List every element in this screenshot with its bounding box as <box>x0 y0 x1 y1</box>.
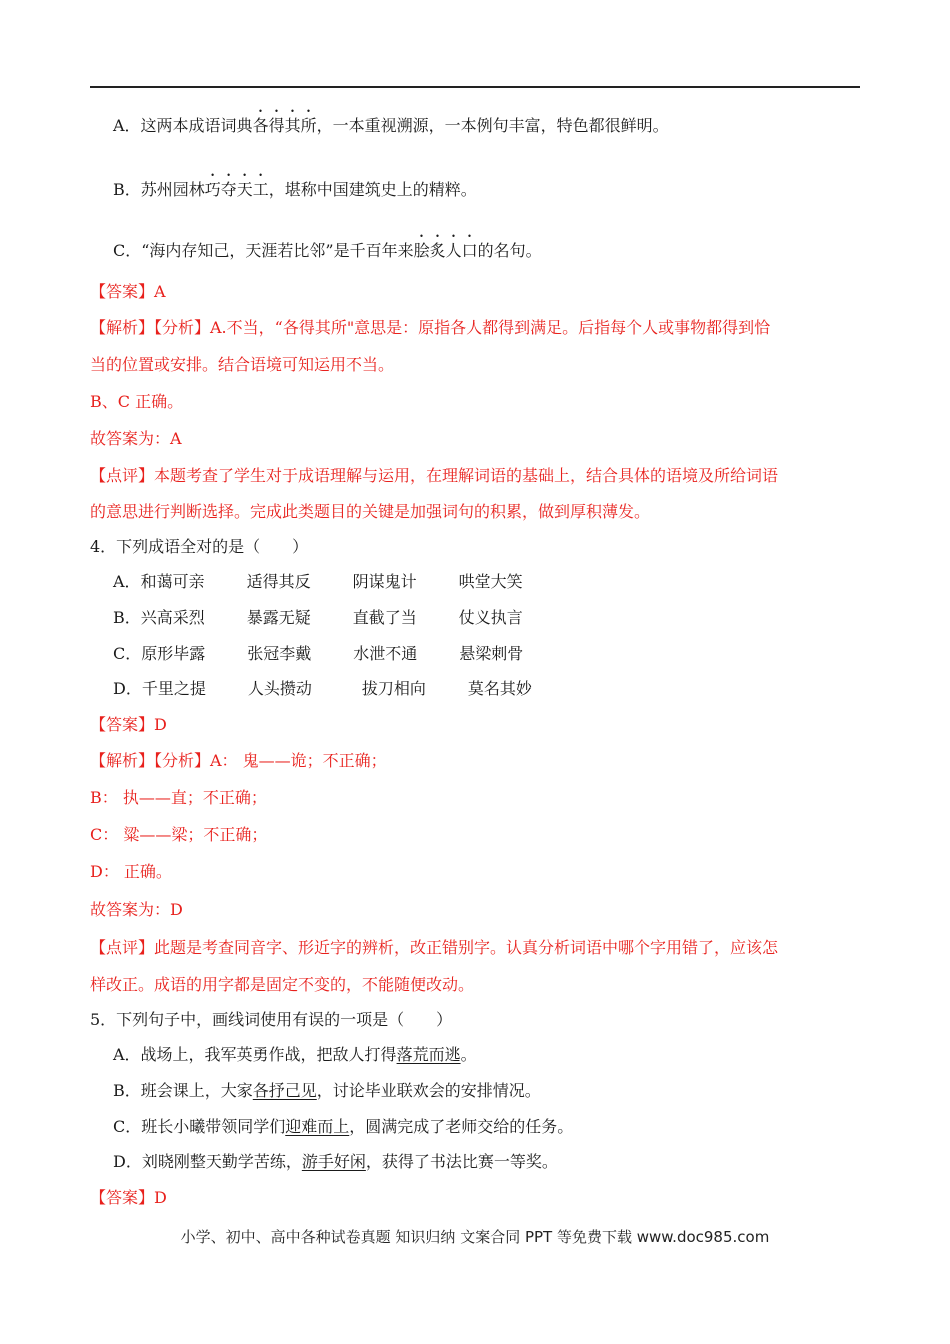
q3-option-b-rest: ，堪称中国建筑史上的精粹。 <box>268 180 477 199</box>
q4-option-b-label: B． <box>113 608 141 627</box>
q3-option-b-text: B．苏州园林 <box>113 180 205 199</box>
q5-option-b-underlined: 各抒己见 <box>252 1081 317 1100</box>
q3-conclusion: 故答案为：A <box>90 429 182 448</box>
q3-option-a-rest: ，一本重视溯源，一本例句丰富，特色都很鲜明。 <box>316 116 669 135</box>
page-footer: 小学、初中、高中各种试卷真题 知识归纳 文案合同 PPT 等免费下载 www.doc985.com <box>180 1228 770 1246</box>
q5-option-a-rest: 。 <box>460 1045 477 1064</box>
q4-option-a-word-4: 哄堂大笑 <box>458 572 523 591</box>
q3-comment-line-1: 【点评】本题考查了学生对于成语理解与运用，在理解词语的基础上，结合具体的语境及所给词语 <box>90 466 779 485</box>
q3-option-b-emphasis: 巧夺天工 <box>204 180 269 199</box>
q4-stem: 4．下列成语全对的是（ ） <box>90 537 309 556</box>
q5-option-d-rest: ，获得了书法比赛一等奖。 <box>365 1152 558 1171</box>
q3-analysis-line-3: B、C 正确。 <box>90 392 184 411</box>
q5-option-c <box>113 1117 573 1137</box>
q4-answer: 【答案】D <box>90 715 167 734</box>
q5-answer: 【答案】D <box>90 1188 167 1207</box>
q5-option-d-text: D．刘晓刚整天勤学苦练， <box>113 1152 302 1171</box>
q4-option-c-word-3: 水泄不通 <box>353 644 418 663</box>
q4-option-d-word-1: 千里之提 <box>141 679 206 698</box>
q5-option-c-rest: ，圆满完成了老师交给的任务。 <box>349 1117 574 1136</box>
q3-option-a-text: A．这两本成语词典 <box>113 116 253 135</box>
q3-option-c-emphasis: 脍炙人口 <box>413 241 478 260</box>
q4-analysis-line-2: B： 执——直；不正确； <box>90 788 267 807</box>
q4-analysis-line-3: C： 粱——梁；不正确； <box>90 825 268 844</box>
q5-option-d-underlined: 游手好闲 <box>301 1152 366 1171</box>
q4-option-b-word-1: 兴高采烈 <box>140 608 205 627</box>
q4-option-c-word-4: 悬梁刺骨 <box>459 644 524 663</box>
q4-option-a-word-3: 阴谋鬼计 <box>352 572 417 591</box>
q3-option-c-text: C．“海内存知己，天涯若比邻”是千百年来 <box>113 241 414 260</box>
q4-analysis-line-4: D： 正确。 <box>90 862 172 881</box>
q4-option-c <box>113 644 523 664</box>
q3-comment-line-2: 的意思进行判断选择。完成此类题目的关键是加强词句的积累，做到厚积薄发。 <box>90 502 651 521</box>
q5-option-c-underlined: 迎难而上 <box>285 1117 350 1136</box>
q5-option-b-text: B．班会课上，大家 <box>113 1081 253 1100</box>
q3-option-a <box>113 107 669 136</box>
q4-option-a-label: A． <box>113 572 141 591</box>
q4-option-b-word-3: 直截了当 <box>352 608 417 627</box>
q4-option-c-label: C． <box>113 644 142 663</box>
q4-option-c-word-1: 原形毕露 <box>141 644 206 663</box>
q4-option-a-word-1: 和蔼可亲 <box>140 572 205 591</box>
q3-option-c <box>113 232 542 261</box>
q4-option-b-word-2: 暴露无疑 <box>246 608 311 627</box>
q4-option-b <box>113 608 523 628</box>
q4-option-d-word-3: 拔刀相向 <box>361 679 426 698</box>
q4-option-d-word-4: 莫名其妙 <box>467 679 532 698</box>
q5-stem: 5．下列句子中，画线词使用有误的一项是（ ） <box>90 1010 453 1029</box>
q5-option-d <box>113 1152 558 1172</box>
q5-option-b <box>113 1081 541 1101</box>
q3-option-a-emphasis: 各得其所 <box>252 116 317 135</box>
q4-comment-line-1: 【点评】此题是考查同音字、形近字的辨析，改正错别字。认真分析词语中哪个字用错了，应该怎 <box>90 938 779 957</box>
q5-option-c-text: C．班长小曦带领同学们 <box>113 1117 286 1136</box>
q4-option-a <box>113 572 523 592</box>
q4-option-b-word-4: 仗义执言 <box>458 608 523 627</box>
q3-answer: 【答案】A <box>90 282 166 301</box>
q3-analysis-line-2: 当的位置或安排。结合语境可知运用不当。 <box>90 355 395 374</box>
q4-option-a-word-2: 适得其反 <box>246 572 311 591</box>
q3-option-b <box>113 171 477 200</box>
q4-option-c-word-2: 张冠李戴 <box>247 644 312 663</box>
q4-analysis-line-1: 【解析】【分析】A： 鬼——诡；不正确； <box>90 751 387 770</box>
q4-option-d-label: D． <box>113 679 142 698</box>
q4-option-d <box>113 679 532 699</box>
header-rule <box>90 86 860 88</box>
q5-option-a <box>113 1045 477 1065</box>
q3-option-c-rest: 的名句。 <box>477 241 542 260</box>
q4-option-d-word-2: 人头攒动 <box>247 679 312 698</box>
q5-option-a-underlined: 落荒而逃 <box>396 1045 461 1064</box>
q5-option-b-rest: ，讨论毕业联欢会的安排情况。 <box>316 1081 541 1100</box>
q3-analysis-line-1: 【解析】【分析】A.不当，“各得其所"意思是：原指各人都得到满足。后指每个人或事物都得到恰 <box>90 318 771 337</box>
q4-comment-line-2: 样改正。成语的用字都是固定不变的，不能随便改动。 <box>90 975 475 994</box>
q4-conclusion: 故答案为：D <box>90 900 183 919</box>
q5-option-a-text: A．战场上，我军英勇作战，把敌人打得 <box>113 1045 397 1064</box>
